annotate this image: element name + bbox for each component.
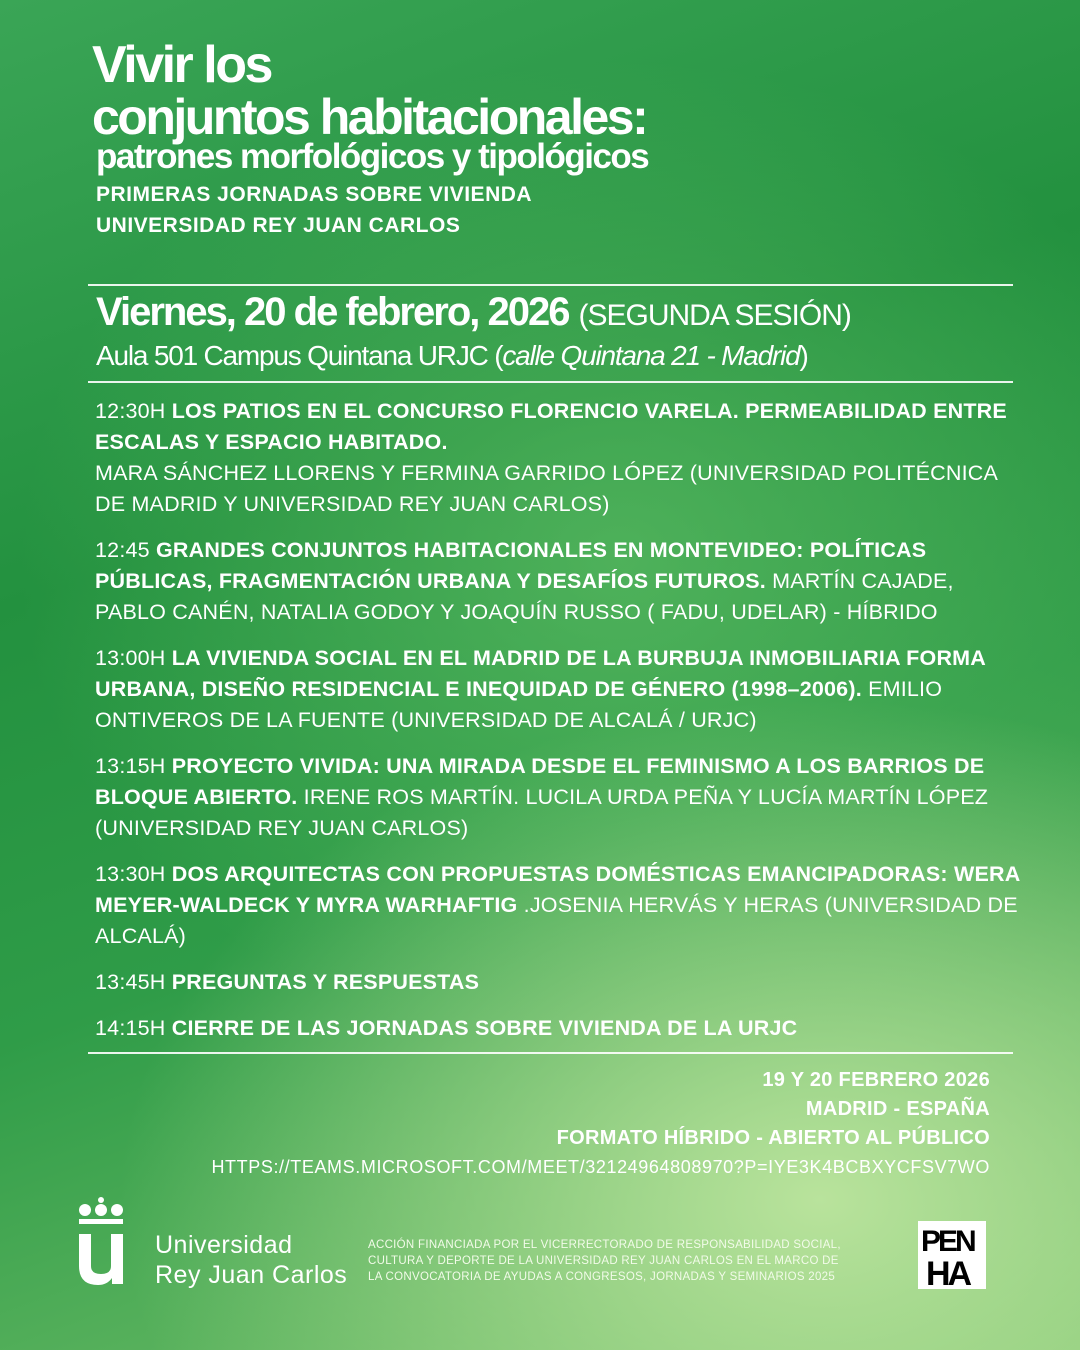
place-end: ) <box>799 340 808 371</box>
agenda-time: 13:45H <box>95 970 166 994</box>
agenda-authors: IRENE ROS MARTÍN. LUCILA URDA PEÑA Y LUCÍA MARTÍN LÓPEZ (UNIVERSIDAD REY JUAN CARLOS) <box>95 785 989 840</box>
title-line-1: Vivir los <box>92 36 271 94</box>
agenda-title: PREGUNTAS Y RESPUESTAS <box>171 970 480 994</box>
agenda-time: 13:30H <box>95 862 166 886</box>
agenda-authors: .JOSENIA HERVÁS Y HERAS (UNIVERSIDAD DE ALCALÁ) <box>95 893 1018 948</box>
agenda-item <box>95 859 1030 952</box>
agenda-time: 12:30H <box>95 399 166 423</box>
funding-line: CULTURA Y DEPORTE DE LA UNIVERSIDAD REY JUAN CARLOS EN EL MARCO DE <box>368 1255 839 1267</box>
session-place <box>96 340 808 372</box>
teams-link[interactable]: HTTPS://TEAMS.MICROSOFT.COM/MEET/32124964808970?P=IYE3K4BCBXYCFSV7WO <box>211 1157 990 1177</box>
session-date <box>96 290 851 335</box>
urjc-logo-icon <box>76 1196 126 1286</box>
agenda-title: DOS ARQUITECTAS CON PROPUESTAS DOMÉSTICAS EMANCIPADORAS: WERA MEYER-WALDECK Y MYRA WARHAFTIG <box>95 862 1020 917</box>
agenda-time: 12:45 <box>95 538 150 562</box>
logo-line-1: Universidad <box>155 1231 293 1259</box>
event-info <box>211 1066 990 1182</box>
agenda-time: 14:15H <box>95 1016 166 1040</box>
logo-line-2: Rey Juan Carlos <box>155 1261 348 1289</box>
agenda-item <box>95 396 1030 520</box>
svg-text:HA: HA <box>926 1255 970 1289</box>
agenda-authors: MARTÍN CAJADE, PABLO CANÉN, NATALIA GODOY Y JOAQUÍN RUSSO ( FADU, UDELAR) - HÍBRIDO <box>95 569 954 624</box>
agenda-title: LOS PATIOS EN EL CONCURSO FLORENCIO VARELA. PERMEABILIDAD ENTRE ESCALAS Y ESPACIO HABITADO. <box>95 399 1007 454</box>
funding-note <box>368 1237 841 1285</box>
funding-line: LA CONVOCATORIA DE AYUDAS A CONGRESOS, JORNADAS Y SEMINARIOS 2025 <box>368 1271 836 1283</box>
address: calle Quintana 21 - Madrid <box>502 340 800 371</box>
svg-text:PEN: PEN <box>921 1225 974 1258</box>
place-text: Aula 501 Campus Quintana URJC ( <box>96 340 503 371</box>
divider <box>88 1052 1013 1054</box>
agenda-time: 13:00H <box>95 646 166 670</box>
date-text: Viernes, 20 de febrero, 2026 <box>96 290 569 334</box>
penha-logo-icon <box>918 1221 986 1289</box>
session-label: (SEGUNDA SESIÓN) <box>578 299 851 332</box>
agenda-title: CIERRE DE LAS JORNADAS SOBRE VIVIENDA DE LA URJC <box>171 1016 798 1040</box>
agenda-time: 13:15H <box>95 754 166 778</box>
event-format: FORMATO HÍBRIDO - ABIERTO AL PÚBLICO <box>556 1127 990 1149</box>
funding-line: ACCIÓN FINANCIADA POR EL VICERRECTORADO DE RESPONSABILIDAD SOCIAL, <box>368 1239 841 1251</box>
agenda-item <box>95 1013 1030 1044</box>
agenda-item <box>95 967 1030 998</box>
subtitle: patrones morfológicos y tipológicos <box>96 137 649 176</box>
agenda-item <box>95 643 1030 736</box>
agenda-list <box>95 396 1030 1059</box>
university-logo-text <box>155 1230 347 1290</box>
title-line-2: conjuntos habitacionales: <box>92 89 647 145</box>
agenda-authors: MARA SÁNCHEZ LLORENS Y FERMINA GARRIDO LÓPEZ (UNIVERSIDAD POLITÉCNICA DE MADRID Y UNIVERSIDAD REY JUAN CARLOS) <box>95 461 997 516</box>
event-name: PRIMERAS JORNADAS SOBRE VIVIENDA <box>96 183 533 206</box>
divider <box>88 381 1013 383</box>
agenda-title: LA VIVIENDA SOCIAL EN EL MADRID DE LA BURBUJA INMOBILIARIA FORMA URBANA, DISEÑO RESIDENCIAL E INEQUIDAD DE GÉNERO (1998–2006). <box>95 646 986 701</box>
university-name: UNIVERSIDAD REY JUAN CARLOS <box>96 214 461 237</box>
agenda-item <box>95 751 1030 844</box>
agenda-authors: EMILIO ONTIVEROS DE LA FUENTE (UNIVERSIDAD DE ALCALÁ / URJC) <box>95 677 943 732</box>
agenda-title: GRANDES CONJUNTOS HABITACIONALES EN MONTEVIDEO: POLÍTICAS PÚBLICAS, FRAGMENTACIÓN URBANA Y DESAFÍOS FUTUROS. <box>95 538 927 593</box>
event-location: MADRID - ESPAÑA <box>805 1098 990 1120</box>
agenda-title: PROYECTO VIVIDA: UNA MIRADA DESDE EL FEMINISMO A LOS BARRIOS DE BLOQUE ABIERTO. <box>95 754 985 809</box>
event-dates: 19 Y 20 FEBRERO 2026 <box>762 1069 990 1091</box>
divider <box>88 284 1013 286</box>
agenda-item <box>95 535 1030 628</box>
